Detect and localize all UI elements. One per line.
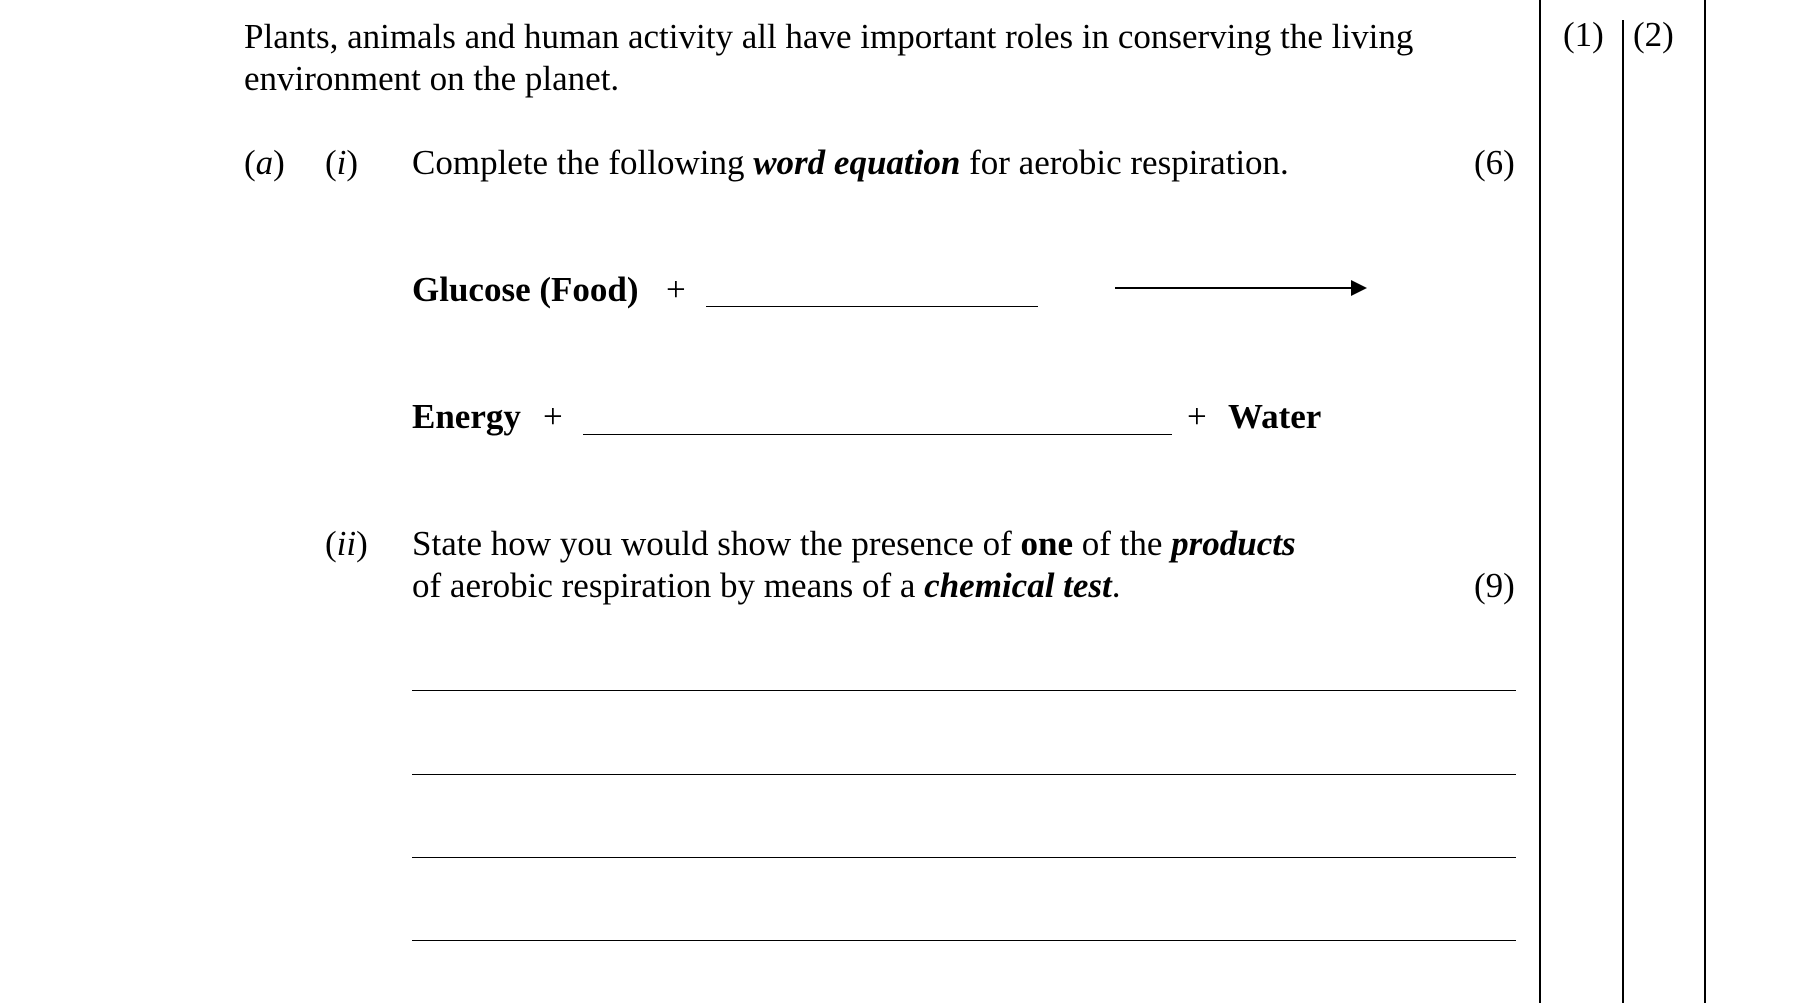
margin-column-1-header: (1) <box>1563 15 1604 54</box>
arrow-head <box>1351 280 1367 296</box>
ii-emphasis-products: products <box>1171 524 1296 563</box>
equation-reactant-glucose: Glucose (Food) <box>412 270 639 309</box>
ii-bold-one: one <box>1020 524 1073 563</box>
instruction-text-2: for aerobic respiration. <box>960 143 1289 182</box>
answer-blank-reactant[interactable] <box>706 306 1038 307</box>
ii-text-1: State how you would show the presence of <box>412 524 1021 563</box>
intro-line-1: Plants, animals and human activity all have important roles in conserving the living <box>244 17 1414 56</box>
margin-divider-2 <box>1622 20 1624 1003</box>
part-a-i-marks: (6) <box>1474 143 1515 182</box>
part-a-i-roman: i <box>336 143 347 182</box>
part-a-ii-roman: ii <box>336 524 357 563</box>
ii-text-2: of the <box>1072 524 1172 563</box>
ii-text-4: . <box>1111 566 1121 605</box>
reaction-arrow <box>1115 278 1370 298</box>
part-a-ii-label: (ii) <box>325 524 368 563</box>
margin-divider-1 <box>1539 0 1541 1003</box>
part-a-ii-marks: (9) <box>1474 566 1515 605</box>
part-a-i-instruction <box>412 142 1289 184</box>
answer-line-4[interactable] <box>412 940 1516 941</box>
part-a-i-label: (i) <box>325 143 359 182</box>
answer-line-2[interactable] <box>412 774 1516 775</box>
part-a-ii-line-2 <box>412 565 1121 607</box>
part-a-ii-line-1 <box>412 523 1296 565</box>
margin-column-2-header: (2) <box>1633 15 1674 54</box>
margin-divider-3 <box>1704 0 1706 1003</box>
ii-text-3: of aerobic respiration by means of a <box>412 566 925 605</box>
part-a-letter: a <box>255 143 274 182</box>
equation-product-water: Water <box>1228 397 1322 436</box>
instruction-emphasis: word equation <box>753 143 961 182</box>
equation-plus-2: + <box>543 397 563 436</box>
answer-line-1[interactable] <box>412 690 1516 691</box>
ii-emphasis-chemical-test: chemical test <box>924 566 1112 605</box>
intro-line-2: environment on the planet. <box>244 59 620 98</box>
answer-line-3[interactable] <box>412 857 1516 858</box>
equation-plus-3: + <box>1187 397 1207 436</box>
equation-plus-1: + <box>666 270 686 309</box>
instruction-text-1: Complete the following <box>412 143 754 182</box>
part-a-label: (a) <box>244 143 285 182</box>
answer-blank-product[interactable] <box>583 434 1172 435</box>
equation-product-energy: Energy <box>412 397 521 436</box>
